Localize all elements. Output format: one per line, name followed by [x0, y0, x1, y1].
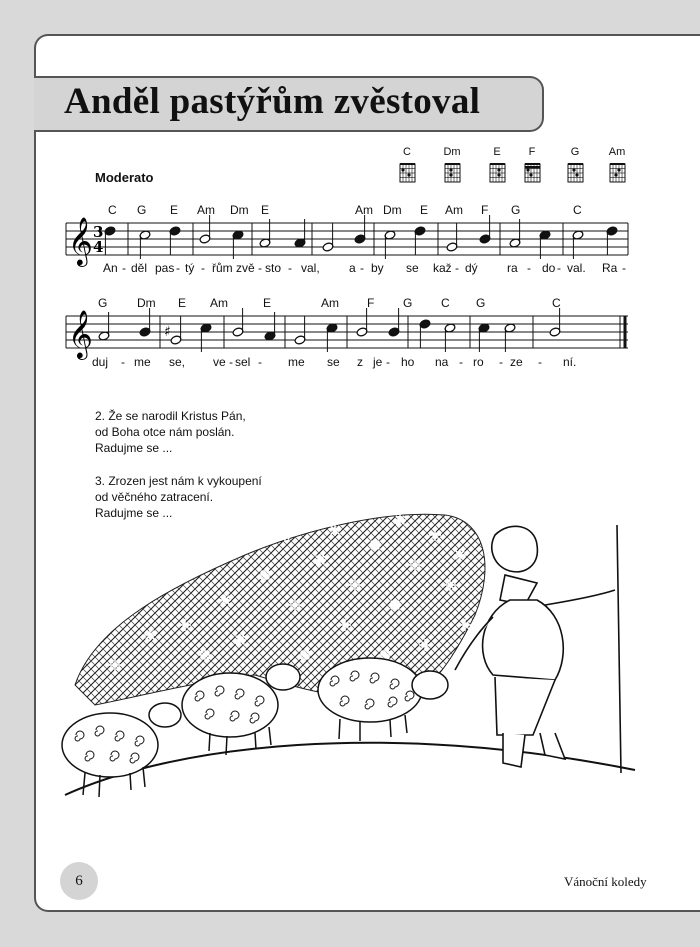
lyric-syllable: zvě — [236, 261, 255, 275]
lyric-syllable: na — [435, 355, 449, 369]
lyric-syllable: ve — [213, 355, 226, 369]
lyric-syllable: do — [542, 261, 556, 275]
chord-symbol: C — [552, 296, 561, 310]
chord-symbol: G — [403, 296, 413, 310]
lyric-syllable: sel — [235, 355, 251, 369]
lyric-syllable: z — [357, 355, 363, 369]
treble-clef-icon: 𝄞 — [68, 309, 93, 358]
song-title: Anděl pastýřům zvěstoval — [64, 81, 481, 122]
lyric-syllable: - — [459, 355, 463, 369]
lyric-syllable: se — [327, 355, 340, 369]
star-icon — [409, 559, 421, 571]
star-icon — [279, 529, 291, 541]
lyric-syllable: se, — [169, 355, 186, 369]
lyric-syllable: je — [373, 355, 383, 369]
chord-diagram-label: F — [528, 146, 536, 158]
chord-symbol: C — [108, 203, 117, 217]
lyric-syllable: val. — [567, 261, 586, 275]
chord-symbol: Am — [321, 296, 339, 310]
star-icon — [259, 569, 271, 581]
chord-symbol: F — [481, 203, 489, 217]
star-icon — [444, 579, 456, 591]
chord-symbol: Am — [210, 296, 228, 310]
chord-symbol: Dm — [383, 203, 402, 217]
sharp-icon: ♯ — [164, 324, 171, 340]
star-icon — [299, 649, 311, 661]
lyric-syllable: - — [455, 261, 459, 275]
music-notation — [0, 0, 700, 400]
verse-line: Radujme se ... — [95, 506, 173, 520]
verse-line: od Boha otce nám poslán. — [95, 425, 235, 439]
lyric-syllable: by — [371, 261, 384, 275]
lyric-syllable: dý — [465, 261, 478, 275]
lyric-syllable: - — [201, 261, 205, 275]
lyric-syllable: - — [258, 261, 262, 275]
chord-symbol: E — [178, 296, 187, 310]
lyric-syllable: - — [121, 355, 125, 369]
treble-clef-icon: 𝄞 — [68, 216, 93, 265]
lyric-syllable: An — [103, 261, 118, 275]
star-icon — [339, 619, 351, 631]
lyric-syllable: - — [538, 355, 542, 369]
lyric-syllable: - — [386, 355, 390, 369]
lyric-syllable: val, — [301, 261, 320, 275]
star-icon — [429, 529, 441, 541]
verse-2 — [95, 408, 246, 456]
lyric-syllable: děl — [131, 261, 148, 275]
lyric-syllable: ze — [510, 355, 523, 369]
chord-symbol: G — [511, 203, 521, 217]
tempo-marking: Moderato — [95, 170, 154, 185]
star-icon — [199, 649, 211, 661]
star-icon — [289, 599, 301, 611]
chord-diagram-label: G — [570, 146, 580, 158]
chord-symbol: C — [441, 296, 450, 310]
star-icon — [369, 539, 381, 551]
chord-symbol: C — [573, 203, 582, 217]
chord-symbol: Am — [355, 203, 373, 217]
lyric-syllable: - — [122, 261, 126, 275]
lyric-syllable: - — [229, 355, 233, 369]
lyric-syllable: kaž — [433, 261, 452, 275]
lyric-syllable: - — [360, 261, 364, 275]
chord-symbol: G — [137, 203, 147, 217]
chord-symbol: G — [98, 296, 108, 310]
chord-symbol: F — [367, 296, 375, 310]
star-icon — [419, 639, 431, 651]
chord-symbol: Dm — [230, 203, 249, 217]
chord-diagram-label: Am — [608, 146, 626, 158]
lyric-syllable: sto — [265, 261, 282, 275]
verse-line: od věčného zatracení. — [95, 490, 214, 504]
chord-symbol: E — [420, 203, 429, 217]
chord-diagram-label: C — [403, 146, 411, 158]
lyric-syllable: - — [499, 355, 503, 369]
lyric-syllable: - — [527, 261, 531, 275]
lyric-syllable: - — [176, 261, 180, 275]
verse-line: Radujme se ... — [95, 441, 173, 455]
page-number: 6 — [75, 872, 83, 889]
lyric-syllable: se — [406, 261, 419, 275]
star-icon — [349, 579, 361, 591]
chord-diagram-label: Dm — [443, 146, 461, 158]
lyric-syllable: Ra — [602, 261, 618, 275]
star-icon — [329, 524, 341, 536]
lyric-syllable: - — [622, 261, 626, 275]
chord-symbol: E — [170, 203, 179, 217]
lyric-syllable: - — [288, 261, 292, 275]
chord-symbol: Am — [445, 203, 463, 217]
verse-line: 2. Že se narodil Kristus Pán, — [95, 409, 246, 423]
star-icon — [219, 594, 231, 606]
lyric-syllable: ní. — [563, 355, 577, 369]
chord-symbol: Am — [197, 203, 215, 217]
lyric-syllable: a — [349, 261, 356, 275]
lyric-syllable: ho — [401, 355, 415, 369]
lyric-syllable: duj — [92, 355, 109, 369]
lyric-syllable: pas — [155, 261, 175, 275]
chord-symbol: E — [263, 296, 272, 310]
star-icon — [394, 514, 406, 526]
lyric-syllable: ra — [507, 261, 518, 275]
star-icon — [389, 599, 401, 611]
star-icon — [144, 629, 156, 641]
time-signature-bottom: 4 — [93, 238, 104, 256]
star-icon — [179, 619, 191, 631]
lyric-syllable: - — [258, 355, 262, 369]
book-title: Vánoční koledy — [564, 874, 647, 889]
chord-symbol: Dm — [137, 296, 156, 310]
verse-line: 3. Zrozen jest nám k vykoupení — [95, 474, 262, 488]
page-number-badge — [60, 862, 98, 900]
time-signature-top: 3 — [93, 223, 104, 241]
lyric-syllable: me — [134, 355, 151, 369]
chord-diagram-label: E — [493, 146, 501, 158]
lyric-syllable: tý — [185, 261, 195, 275]
shepherd-sheep-illustration — [55, 505, 645, 805]
lyric-syllable: řům — [212, 261, 233, 275]
lyric-syllable: - — [557, 261, 561, 275]
chord-symbol: E — [261, 203, 270, 217]
star-icon — [234, 634, 246, 646]
star-icon — [459, 619, 471, 631]
lyric-syllable: ro — [473, 355, 484, 369]
lyric-syllable: me — [288, 355, 305, 369]
chord-symbol: G — [476, 296, 486, 310]
star-icon — [314, 554, 326, 566]
star-icon — [109, 659, 121, 671]
star-icon — [454, 549, 466, 561]
